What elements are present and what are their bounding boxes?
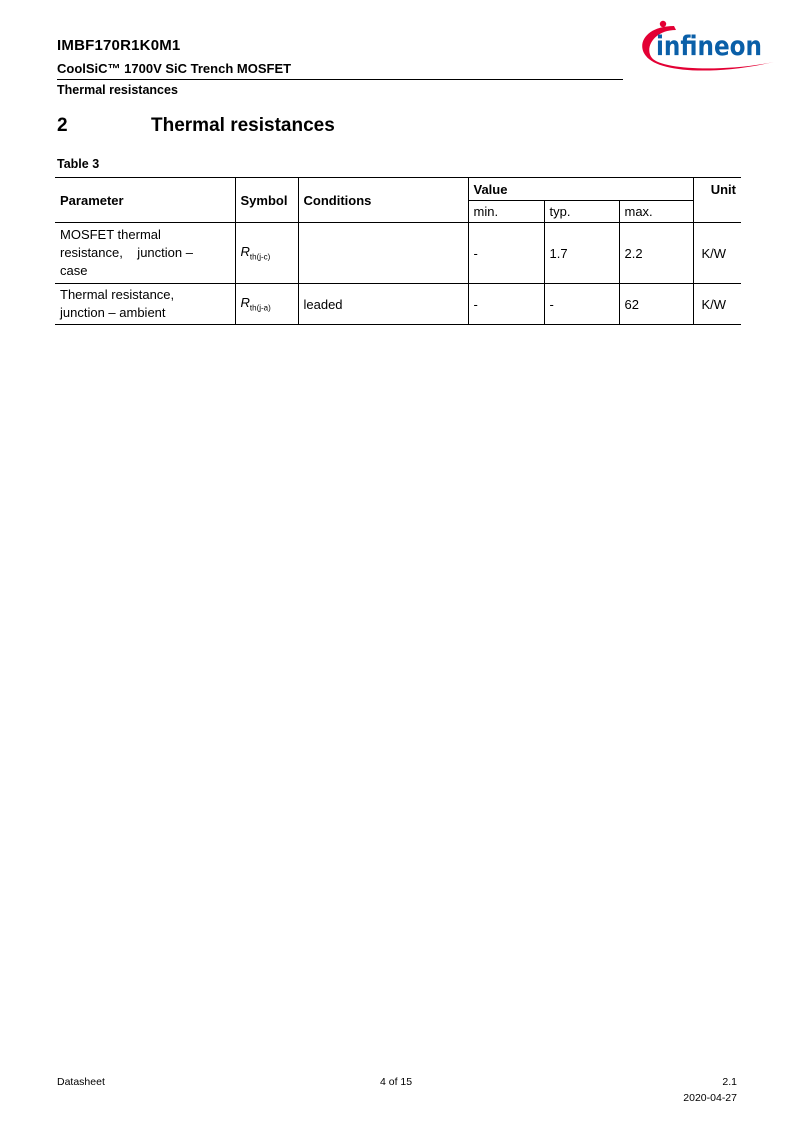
footer-date: 2020-04-27 [683,1092,737,1104]
row1-unit: K/W [693,223,741,284]
section-title: Thermal resistances [151,115,335,136]
header-unit: Unit [693,178,741,201]
document-subtitle: CoolSiC™ 1700V SiC Trench MOSFET [57,61,292,76]
document-part-number: IMBF170R1K0M1 [57,37,181,54]
running-section-title: Thermal resistances [57,83,178,97]
header-max: max. [619,201,693,223]
row2-parameter-line: junction – ambient [60,305,166,320]
row2-symbol [235,284,298,325]
infineon-logo [632,18,778,78]
footer-doc-type: Datasheet [57,1076,105,1088]
row2-parameter [55,284,235,325]
header-value: Value [468,178,693,201]
row1-typ: 1.7 [544,223,619,284]
row1-max: 2.2 [619,223,693,284]
thermal-resistance-table [55,177,741,325]
header-typ: typ. [544,201,619,223]
row2-parameter-line: Thermal resistance, [60,287,175,302]
row2-unit: K/W [693,284,741,325]
symbol-main: R [240,295,250,311]
table-caption: Table 3 [57,157,100,171]
header-conditions: Conditions [298,178,468,223]
row1-parameter [55,223,235,284]
footer-revision: 2.1 [722,1076,737,1088]
row2-typ: - [544,284,619,325]
row1-conditions [298,223,468,284]
row1-symbol [235,223,298,284]
symbol-main: R [240,244,250,260]
footer-page-number: 4 of 15 [380,1076,413,1088]
section-number: 2 [57,115,68,136]
header-unit-blank [693,201,741,223]
row1-parameter-line: MOSFET thermal [60,227,161,242]
row2-conditions: leaded [298,284,468,325]
header-parameter: Parameter [55,178,235,223]
table-row [55,223,741,284]
symbol-subscript: th(j-c) [249,252,271,262]
row1-parameter-line: resistance, junction – [60,245,193,260]
row1-parameter-line: case [60,263,88,278]
header-divider [57,79,623,80]
logo-dot [660,21,666,27]
header-symbol: Symbol [235,178,298,223]
logo-wordmark: infineon [656,31,762,62]
symbol-subscript: th(j-a) [249,303,271,313]
table-row [55,284,741,325]
row2-max: 62 [619,284,693,325]
header-min: min. [468,201,544,223]
row1-min: - [468,223,544,284]
row2-min: - [468,284,544,325]
